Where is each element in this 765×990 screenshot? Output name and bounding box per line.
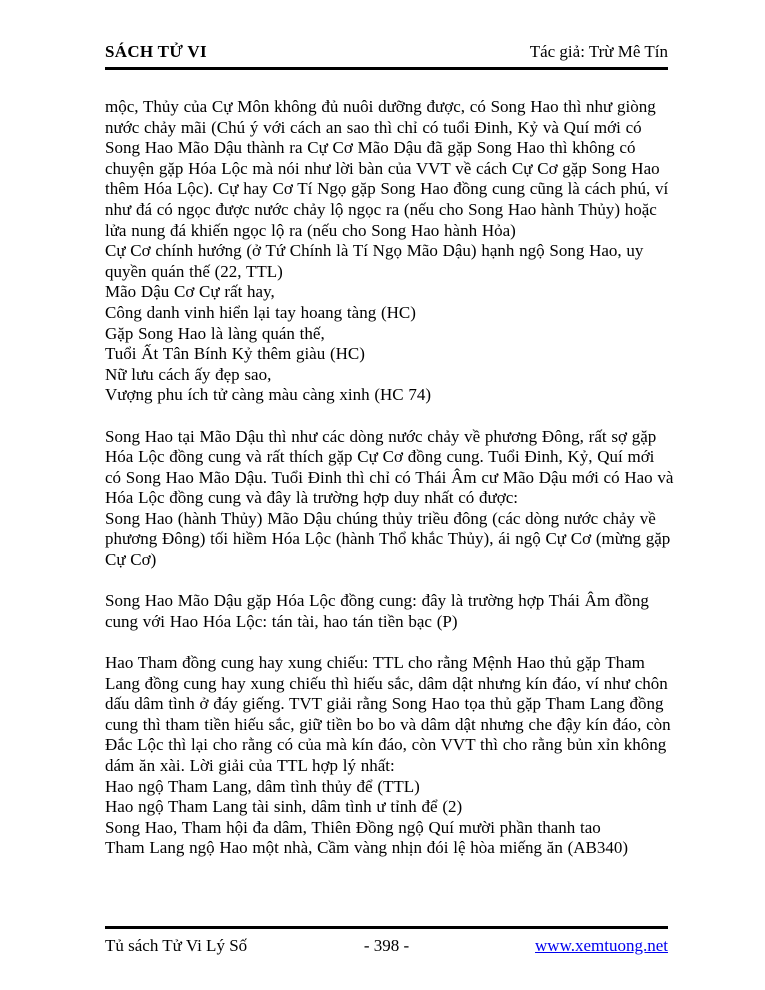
text-line: Song Hao (hành Thủy) Mão Dậu chúng thủy triều đông (các dòng nước chảy về bbox=[105, 508, 656, 528]
text-line: lửa nung đá khiến ngọc lộ ra (nếu cho Song Hao hành Hỏa) bbox=[105, 220, 516, 240]
text-line: Tuổi Ất Tân Bính Kỷ thêm giàu (HC) bbox=[105, 344, 365, 364]
text-line: Cự Cơ) bbox=[105, 550, 157, 570]
page-footer bbox=[105, 926, 668, 956]
text-line: chuyện gặp Hóa Lộc mà nói như lời bàn của VVT về cách Cự Cơ gặp Song Hao bbox=[105, 158, 660, 178]
book-title: SÁCH TỬ VI bbox=[105, 42, 207, 61]
footer-link-wrap bbox=[480, 936, 668, 956]
text-line bbox=[105, 406, 675, 427]
text-line bbox=[105, 632, 675, 653]
text-line: quyền quán thế (22, TTL) bbox=[105, 261, 283, 281]
text-line: dấu dâm tình ở đáy giếng. TVT giải rằng Song Hao tọa thủ gặp Tham Lang đồng bbox=[105, 694, 664, 714]
text-line: Song Hao, Tham hội đa dâm, Thiên Đồng ngộ Quí mười phần thanh tao bbox=[105, 817, 601, 837]
text-line: Hóa Lộc đồng cung và đây là trường hợp duy nhất có được: bbox=[105, 488, 519, 508]
author-credit: Tác giả: Trừ Mê Tín bbox=[529, 42, 668, 61]
text-line: nước chảy mãi (Chú ý với cách an sao thì chỉ có tuổi Đinh, Kỷ và Quí mới có bbox=[105, 117, 642, 137]
text-line: có Song Hao Mão Dậu. Tuổi Đinh thì chỉ có Thái Âm cư Mão Dậu mới có Hao và bbox=[105, 467, 674, 487]
text-line: phương Đông) tối hiềm Hóa Lộc (hành Thổ khắc Thủy), ái ngộ Cự Cơ (mừng gặp bbox=[105, 529, 671, 549]
page-body-text bbox=[105, 97, 675, 859]
text-line: Mão Dậu Cơ Cự rất hay, bbox=[105, 282, 275, 302]
text-line: Song Hao tại Mão Dậu thì như các dòng nước chảy về phương Đông, rất sợ gặp bbox=[105, 426, 657, 446]
footer-link[interactable]: www.xemtuong.net bbox=[535, 936, 669, 955]
text-line: thêm Hóa Lộc). Cự hay Cơ Tí Ngọ gặp Song Hao đồng cung cũng là cách phú, ví bbox=[105, 179, 669, 199]
text-line: Song Hao Mão Dậu gặp Hóa Lộc đồng cung: đây là trường hợp Thái Âm đồng bbox=[105, 591, 649, 611]
text-line: Cự Cơ chính hướng (ở Tứ Chính là Tí Ngọ Mão Dậu) hạnh ngộ Song Hao, uy bbox=[105, 241, 644, 261]
series-title: Tủ sách Tử Vi Lý Số bbox=[105, 936, 248, 955]
text-line: Hao ngộ Tham Lang tài sinh, dâm tình ư tỉnh để (2) bbox=[105, 797, 463, 817]
text-line: Song Hao Mão Dậu thành ra Cự Cơ Mão Dậu đã gặp Song Hao thì không có bbox=[105, 138, 636, 158]
text-line: Gặp Song Hao là làng quán thế, bbox=[105, 323, 325, 343]
text-line: mộc, Thủy của Cự Môn không đủ nuôi dưỡng được, có Song Hao thì như giòng bbox=[105, 97, 656, 116]
text-line: Tham Lang ngộ Hao một nhà, Cầm vàng nhịn đói lệ hòa miếng ăn (AB340) bbox=[105, 838, 629, 858]
text-line: Nữ lưu cách ấy đẹp sao, bbox=[105, 364, 272, 384]
page-number: - 398 - bbox=[363, 936, 410, 955]
text-line: Lang đồng cung hay xung chiếu thì hiếu sắc, dâm dật nhưng kín đáo, ví như chôn bbox=[105, 673, 668, 693]
text-line: Hao Tham đồng cung hay xung chiếu: TTL cho rằng Mệnh Hao thủ gặp Tham bbox=[105, 653, 645, 673]
text-line: cung thì tham tiền hiếu sắc, giữ tiền bo bo và dâm dật nhưng che đậy kín đáo, còn bbox=[105, 714, 671, 734]
page-header bbox=[105, 42, 668, 70]
text-line: như đá có ngọc được nước chảy lộ ngọc ra (nếu cho Song Hao hành Thủy) hoặc bbox=[105, 199, 657, 219]
text-line: cung với Hao Hóa Lộc: tán tài, hao tán tiền bạc (P) bbox=[105, 611, 458, 631]
text-line: Hóa Lộc đồng cung và rất thích gặp Cự Cơ đồng cung. Tuổi Đinh, Kỷ, Quí mới bbox=[105, 447, 655, 467]
text-line: Hao ngộ Tham Lang, dâm tình thủy để (TTL) bbox=[105, 776, 420, 796]
text-line bbox=[105, 571, 675, 592]
text-line: Vượng phu ích tử càng màu càng xinh (HC 74) bbox=[105, 385, 432, 405]
text-line: Đắc Lộc thì lại cho rằng có của mà kín đáo, còn VVT thì cho rằng bủn xỉn không bbox=[105, 735, 667, 755]
text-line: dám ăn xài. Lời giải của TTL hợp lý nhất: bbox=[105, 756, 395, 775]
text-line: Công danh vinh hiển lại tay hoang tàng (HC) bbox=[105, 302, 416, 322]
